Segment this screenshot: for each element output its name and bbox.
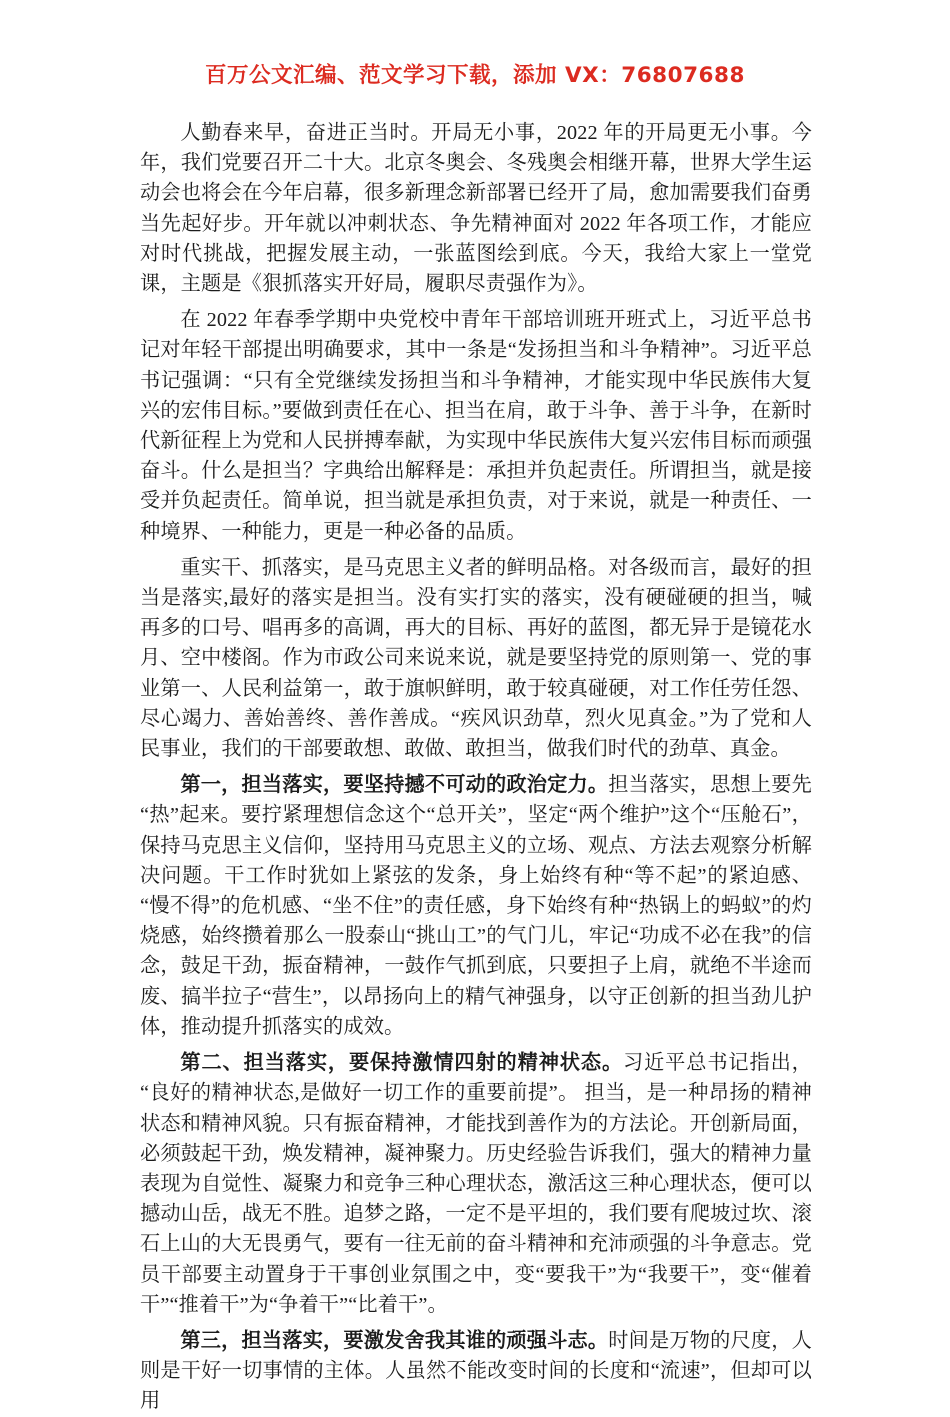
paragraph-practice [140, 553, 812, 764]
paragraph-text: 担当落实，思想上要先“热”起来。要拧紧理想信念这个“总开关”，坚定“两个维护”这个“压舱石”，保持马克思主义信仰，坚持用马克思主义的立场、观点、方法去观察分析解决问题。干工作时犹如上紧弦的发条，身上始终有种“等不起”的紧迫感、“慢不得”的危机感、“坐不住”的责任感，身下始终有种“热锅上的蚂蚁”的灼烧感，始终攒着那么一股泰山“挑山工”的气门儿，牢记“功成不必在我”的信念，鼓足干劲，振奋精神，一鼓作气抓到底，只要担子上肩，就绝不半途而废、搞半拉子“营生”，以昂扬向上的精气神强身，以守正创新的担当劲儿护体，推动提升抓落实的成效。 [140, 774, 812, 1038]
paragraph-text: 重实干、抓落实，是马克思主义者的鲜明品格。对各级而言，最好的担当是落实,最好的落实是担当。没有实打实的落实，没有硬碰硬的担当，喊再多的口号、唱再多的高调，再大的目标、再好的蓝图，都无异于是镜花水月、空中楼阁。作为市政公司来说来说，就是要坚持党的原则第一、党的事业第一、人民利益第一，敢于旗帜鲜明，敢于较真碰硬，对工作任劳任怨、尽心竭力、善始善终、善作善成。“疾风识劲草，烈火见真金。”为了党和人民事业，我们的干部要敢想、敢做、敢担当，做我们时代的劲草、真金。 [140, 556, 812, 761]
document-body [140, 118, 812, 1417]
paragraph-text: 在 2022 年春季学期中央党校中青年干部培训班开班式上，习近平总书记对年轻干部提出明确要求，其中一条是“发扬担当和斗争精神”。习近平总书记强调：“只有全党继续发扬担当和斗争精神，才能实现中华民族伟大复兴的宏伟目标。”要做到责任在心、担当在肩，敢于斗争、善于斗争，在新时代新征程上为党和人民拼搏奉献，为实现中华民族伟大复兴宏伟目标而顽强奋斗。什么是担当？字典给出解释是：承担并负起责任。所谓担当，就是接受并负起责任。简单说，担当就是承担负责，对于来说，就是一种责任、一种境界、一种能力，更是一种必备的品质。 [140, 309, 812, 543]
promo-header-banner: 百万公文汇编、范文学习下载，添加 VX：76807688 [205, 63, 745, 88]
paragraph-text: 习近平总书记指出，“良好的精神状态,是做好一切工作的重要前提”。 担当，是一种昂扬的精神状态和精神风貌。只有振奋精神，才能找到善作为的方法论。开创新局面，必须鼓起干劲，焕发精神，凝神聚力。历史经验告诉我们，强大的精神力量表现为自觉性、凝聚力和竞争三种心理状态，激活这三种心理状态，便可以撼动山岳，战无不胜。追梦之路，一定不是平坦的，我们要有爬坡过坎、滚石上山的大无畏勇气，要有一往无前的奋斗精神和充沛顽强的斗争意志。党员干部要主动置身于干事创业氛围之中，变“要我干”为“我要干”，变“催着干”“推着干”为“争着干”“比着干”。 [140, 1052, 812, 1316]
paragraph-point-three [140, 1326, 812, 1417]
paragraph-intro [140, 118, 812, 299]
point-two-heading: 第二、担当落实，要保持激情四射的精神状态。 [180, 1052, 624, 1075]
point-one-heading: 第一，担当落实，要坚持撼不可动的政治定力。 [180, 774, 609, 797]
paragraph-point-two [140, 1048, 812, 1320]
paragraph-definition [140, 305, 812, 547]
paragraph-point-one [140, 770, 812, 1042]
point-three-heading: 第三，担当落实，要激发舍我其谁的顽强斗志。 [180, 1329, 609, 1352]
paragraph-text: 人勤春来早，奋进正当时。开局无小事，2022 年的开局更无小事。今年，我们党要召开二十大。北京冬奥会、冬残奥会相继开幕，世界大学生运动会也将会在今年启幕，很多新理念新部署已经开了局，愈加需要我们奋勇当先起好步。开年就以冲刺状态、争先精神面对 2022 年各项工作，才能应对时代挑战，把握发展主动，一张蓝图绘到底。今天，我给大家上一堂党课，主题是《狠抓落实开好局，履职尽责强作为》。 [140, 122, 812, 296]
paragraph-text: 时间是万物的尺度，人则是干好一切事情的主体。人虽然不能改变时间的长度和“流速”，但却可以用 [140, 1329, 812, 1413]
